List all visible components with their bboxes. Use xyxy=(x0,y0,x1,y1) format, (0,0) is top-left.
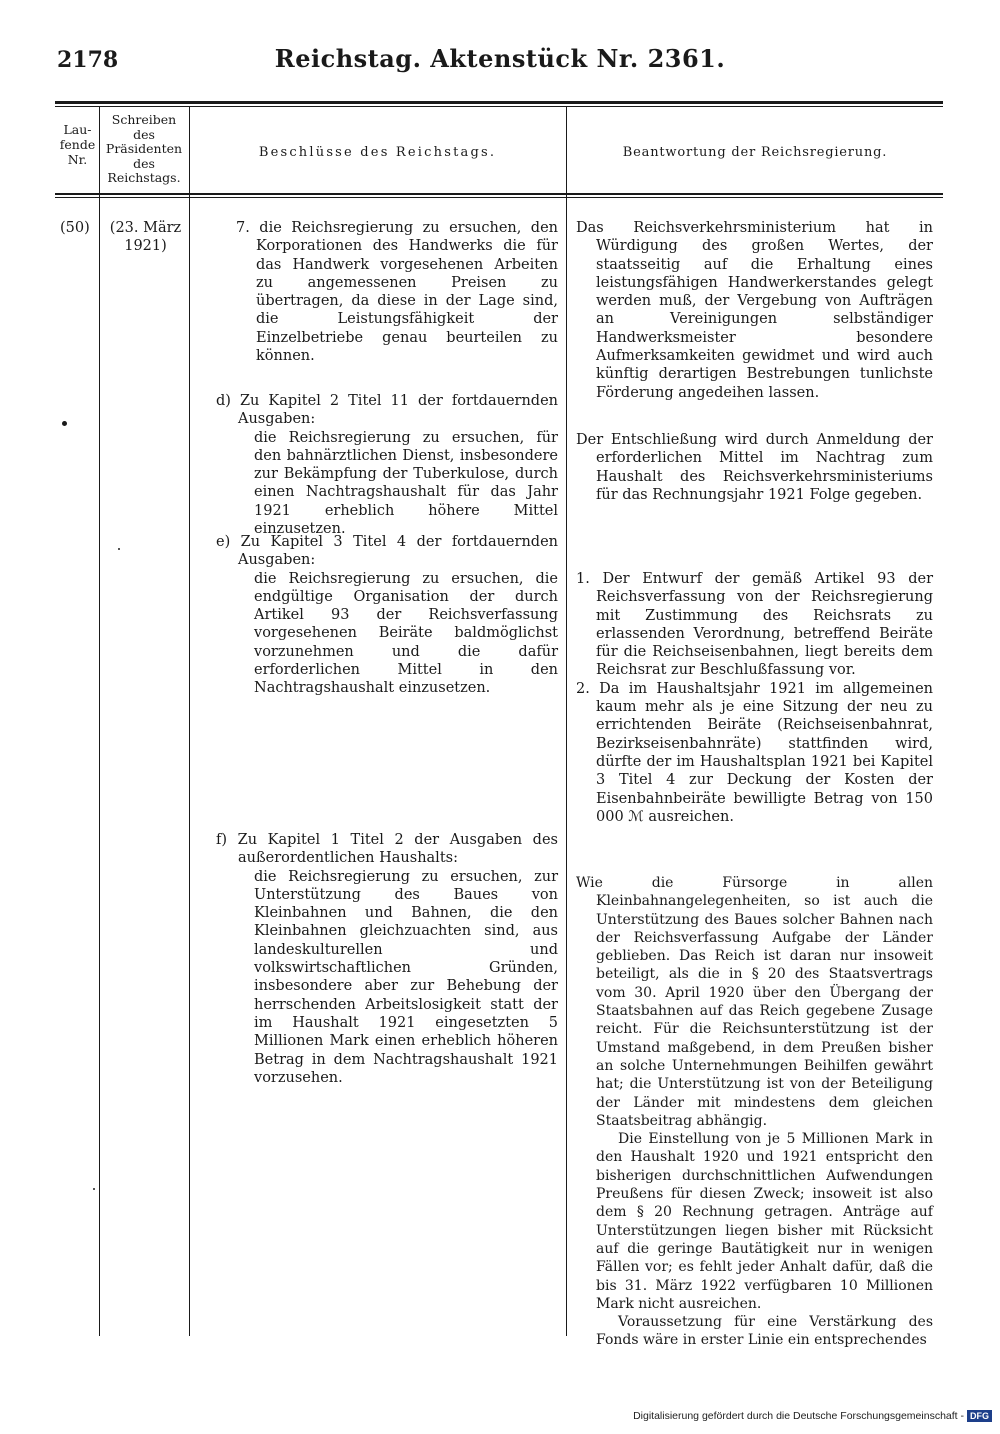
row-date: (23. März 1921) xyxy=(109,220,182,255)
beschluss-e-text: die Reichsregierung zu ersuchen, die endgültige Organisation der durch Artikel 93 der Reichsverfassung vorgesehenen Beiräte baldmöglichst vorzunehmen und die dafür erforderlichen Mittel in den Nachtragshaushalt einzusetzen. xyxy=(254,570,558,697)
credit-text: Digitalisierung gefördert durch die Deutsche Forschungsgemeinschaft - xyxy=(633,1410,964,1422)
top-double-rule-upper xyxy=(55,101,943,104)
beschluss-d xyxy=(216,392,558,538)
column-divider-2 xyxy=(189,106,190,1336)
scan-speck xyxy=(118,548,120,550)
beschluss-f-heading: f) Zu Kapitel 1 Titel 2 der Ausgaben des außerordentlichen Haushalts: xyxy=(216,832,558,867)
margin-mark xyxy=(62,421,67,426)
antwort-d: Der Entschließung wird durch Anmeldung der erforderlichen Mittel im Nachtrag zum Haushalt des Reichsverkehrsministeriums für das Rechnungsjahr 1921 Folge gegeben. xyxy=(576,432,933,503)
beschluss-e-heading: e) Zu Kapitel 3 Titel 4 der fortdauernden Ausgaben: xyxy=(216,534,558,569)
antwort-f xyxy=(576,874,933,1350)
header-col-nr: Lau- fende Nr. xyxy=(59,122,96,167)
antwort-e xyxy=(576,570,933,826)
header-col-beschluesse: Beschlüsse des Reichstags. xyxy=(258,145,497,160)
dfg-logo: DFG xyxy=(967,1410,992,1422)
column-divider-3 xyxy=(566,106,567,1336)
page-number: 2178 xyxy=(57,47,119,73)
antwort-item-7: Das Reichsverkehrsministerium hat in Würdigung des großen Wertes, der staatsseitig auf die Erhaltung eines leistungsfähigen Handwerkerstandes gelegt werden muß, der Vergebung von Aufträgen an Vereinigungen selbständiger Handwerksmeister besondere Aufmerksamkeiten gewidmet und wird auch künftig derartigen Bestrebungen tunlichste Förderung angedeihen lassen. xyxy=(576,220,933,401)
beschluss-d-text: die Reichsregierung zu ersuchen, für den bahnärztlichen Dienst, insbesondere zur Bekämpfung der Tuberkulose, durch einen Nachtragshaushalt für das Jahr 1921 erheblich höhere Mittel einzusetzen. xyxy=(254,429,558,538)
antwort-e-2: 2. Da im Haushaltsjahr 1921 im allgemeinen kaum mehr als je eine Sitzung der neu zu errichtenden Beiräte (Reichseisenbahnrat, Bezirkseisenbahnräte) stattfinden wird, dürfte der im Haushaltsplan 1921 bei Kapitel 3 Titel 4 zur Deckung der Kosten der Eisenbahnbeiräte bewilligte Betrag von 150 000 ℳ ausreichen. xyxy=(576,680,933,825)
beschluss-d-heading: d) Zu Kapitel 2 Titel 11 der fortdauernden Ausgaben: xyxy=(216,393,558,428)
antwort-f-paragraph-2: Die Einstellung von je 5 Millionen Mark in den Haushalt 1920 und 1921 entspricht den bisherigen durchschnittlichen Aufwendungen Preußens für diesen Zweck; insoweit ist also dem § 20 Rechnung getragen. Anträge auf Unterstützungen liegen bisher mit Rücksicht auf die geringe Bautätigkeit nur in wenigen Fällen vor; es fehlt jeder Anhalt dafür, daß die bis 31. März 1922 verfügbaren 10 Millionen Mark nicht ausreichen. xyxy=(596,1131,933,1312)
header-col-schreiben: Schreiben des Präsidenten des Reichstags. xyxy=(105,112,183,185)
beschluss-e xyxy=(216,533,558,698)
antwort-e-1: 1. Der Entwurf der gemäß Artikel 93 der Reichsverfassung von der Reichsregierung mit Zustimmung des Reichsrats zu erlassenden Verordnung, betreffend Beiräte für die Reichseisenbahnen, liegt bereits dem Reichsrat zur Beschlußfassung vor. xyxy=(576,571,933,679)
beschluss-item-7: 7. die Reichsregierung zu ersuchen, den Korporationen des Handwerks die für das Handwerk vorgesehenen Arbeiten zu angemessenen Preisen zu übertragen, da diese in der Lage sind, die Leistungsfähigkeit der Einzelbetriebe genau beurteilen zu können. xyxy=(236,220,558,365)
beschluss-f-text: die Reichsregierung zu ersuchen, zur Unterstützung des Baues von Kleinbahnen und Bahnen, die den Kleinbahnen gleichzuachten sind, aus landeskulturellen und volkswirtschaftlichen Gründen, insbesondere aber zur Behebung der herrschenden Arbeitslosigkeit statt der im Haushalt 1921 eingesetzten 5 Millionen Mark einen erheblich höheren Betrag in dem Nachtragshaushalt 1921 vorzusehen. xyxy=(254,868,558,1086)
beschluss-f xyxy=(216,831,558,1087)
column-divider-1 xyxy=(99,106,100,1336)
header-col-beantwortung: Beantwortung der Reichsregierung. xyxy=(622,145,888,160)
scan-speck xyxy=(93,1188,95,1190)
row-number: (50) xyxy=(60,220,90,236)
running-head: Reichstag. Aktenstück Nr. 2361. xyxy=(274,44,726,73)
digitization-credit xyxy=(633,1410,992,1422)
antwort-f-paragraph-1: Wie die Fürsorge in allen Kleinbahnangelegenheiten, so ist auch die Unterstützung des Baues solcher Bahnen nach der Reichsverfassung Aufgabe der Länder geblieben. Das Reich ist daran nur insoweit beteiligt, als die in § 20 des Staatsvertrags vom 30. April 1920 über den Übergang der Staatsbahnen auf das Reich gegebene Zusage reicht. Für die Reichsunterstützung ist der Umstand maßgebend, in dem Preußen bisher an solche Unternehmungen Beihilfen gewährt hat; die Unterstützung ist von der Beteiligung der Länder mit mindestens dem gleichen Staatsbeitrag abhängig. xyxy=(576,875,933,1129)
antwort-f-paragraph-3: Voraussetzung für eine Verstärkung des Fonds wäre in erster Linie ein entsprechendes xyxy=(596,1314,933,1349)
